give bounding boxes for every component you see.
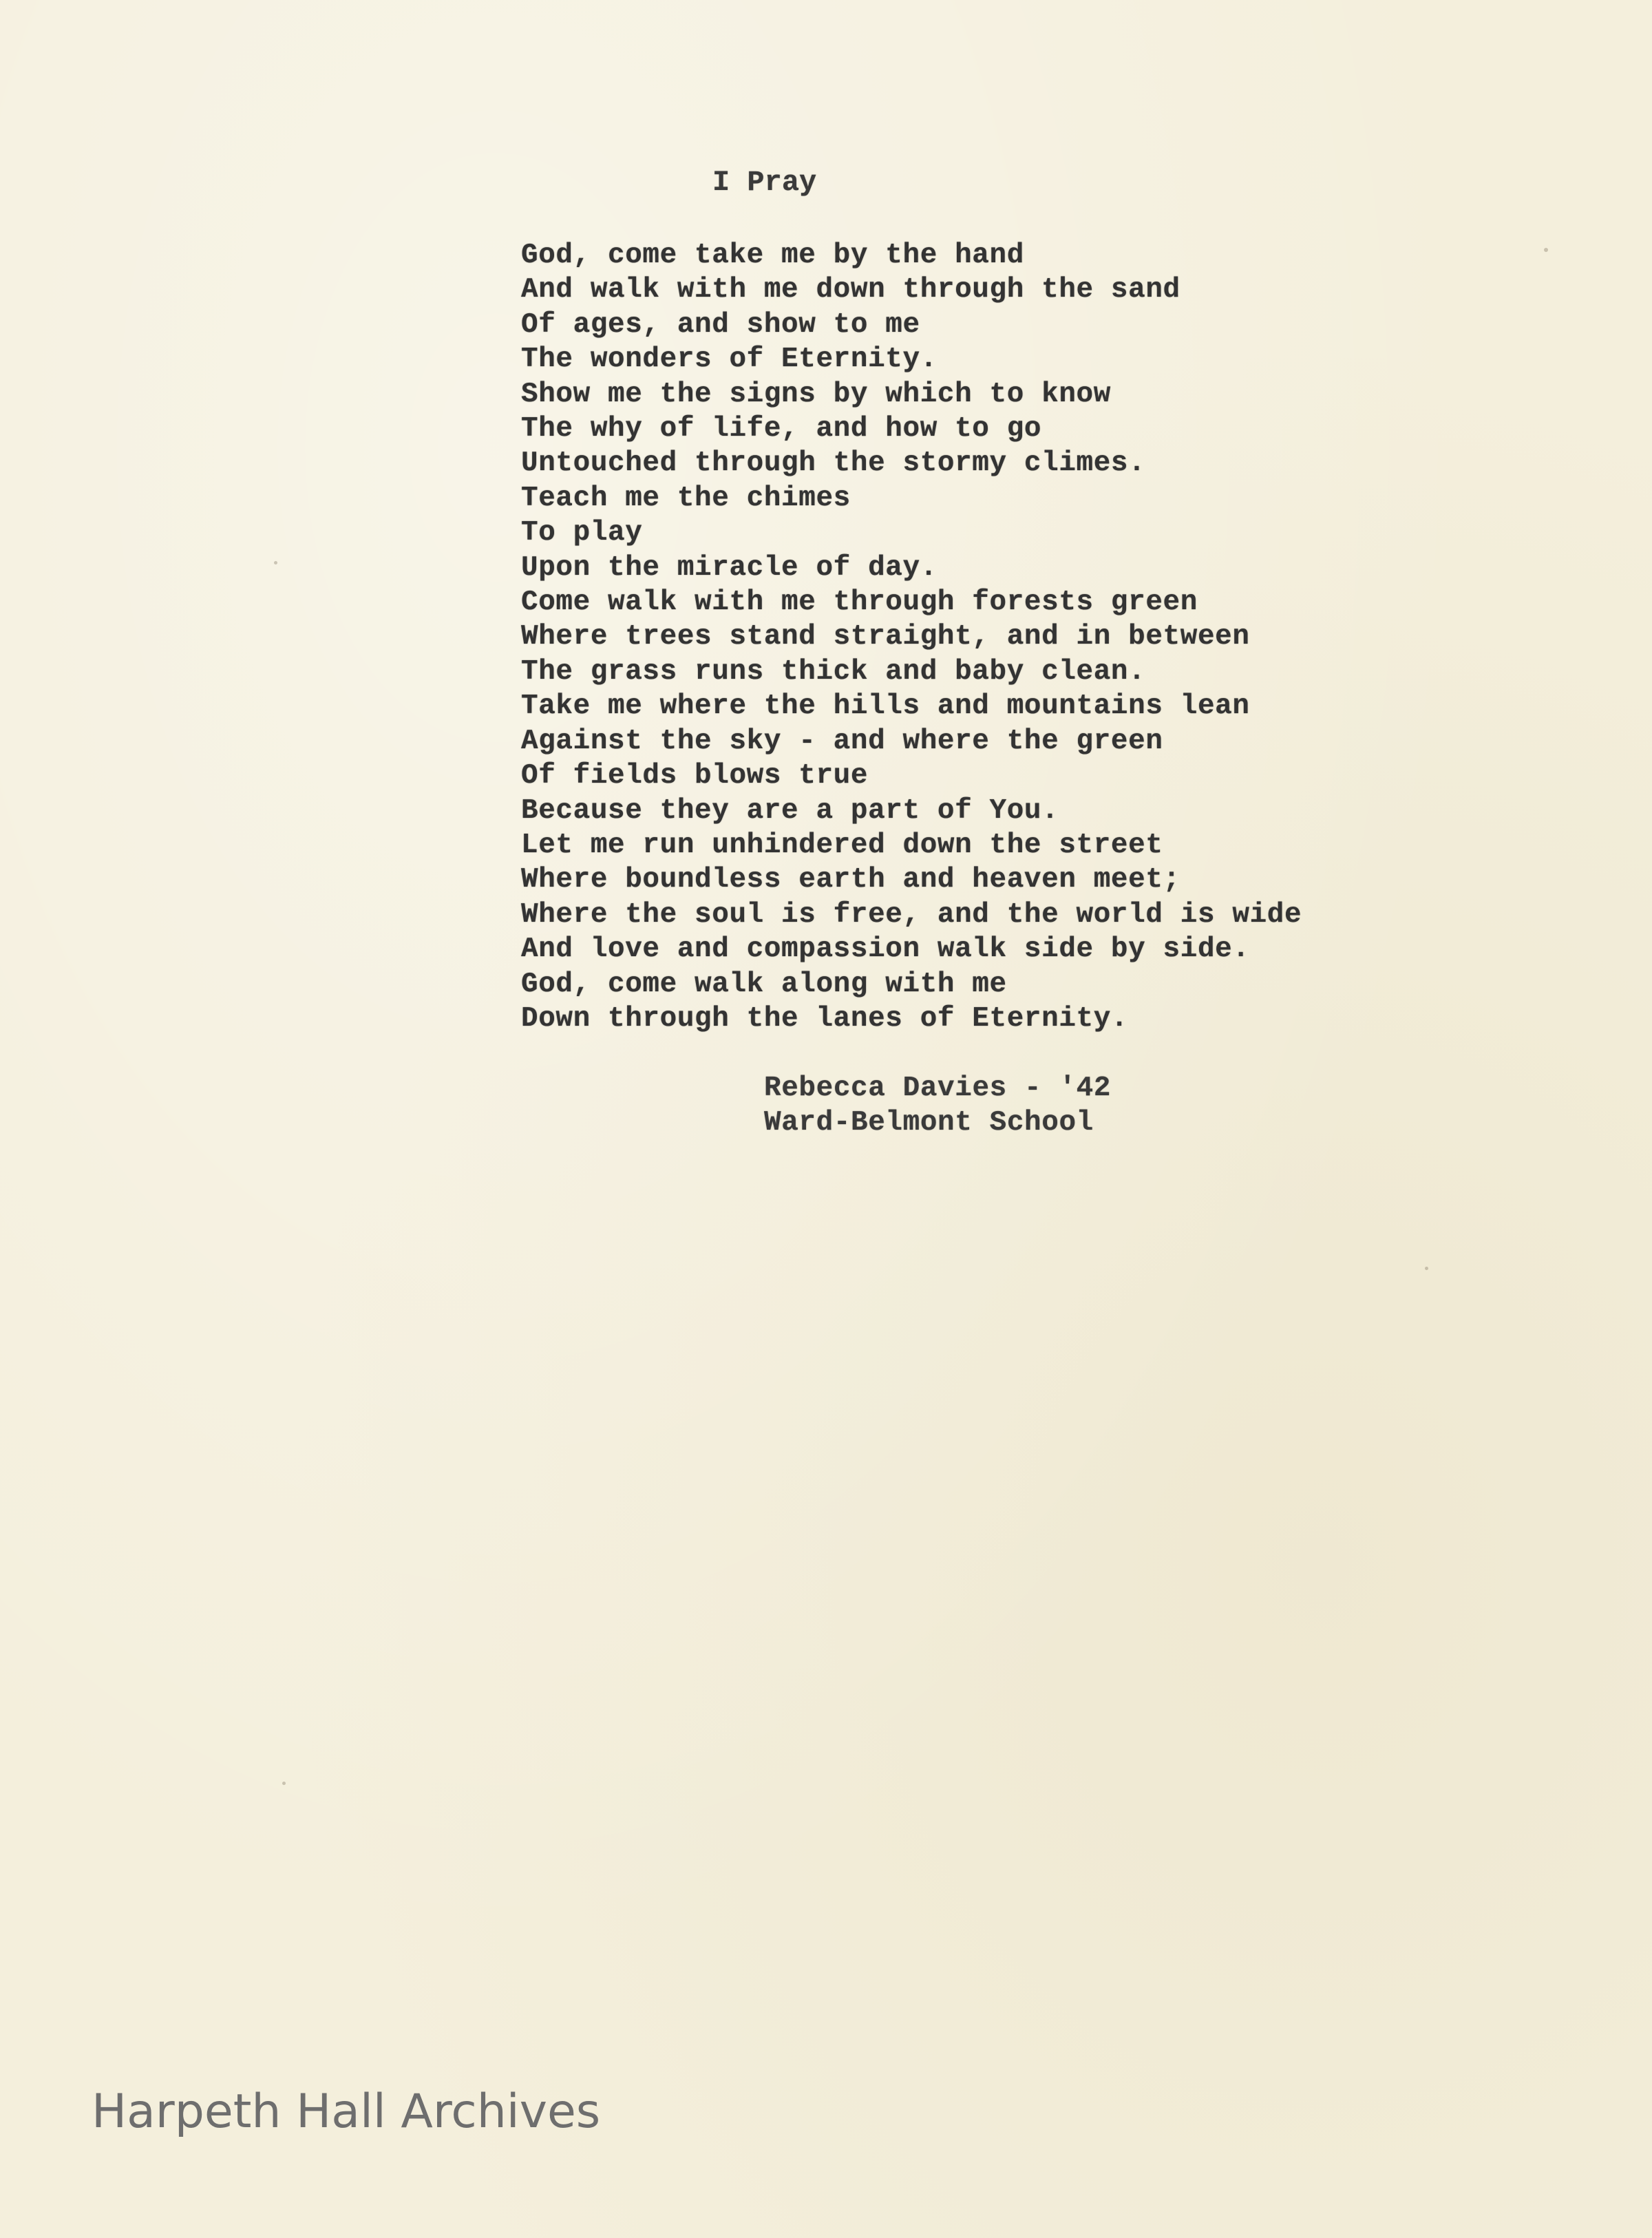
poem-line: Upon the miracle of day. (521, 551, 938, 584)
poem-line: Come walk with me through forests green (521, 587, 1198, 619)
school-name: Ward-Belmont School (764, 1107, 1094, 1139)
poem-line: Of fields blows true (521, 760, 869, 792)
signature-block (764, 1071, 1111, 1141)
poem-line: Where boundless earth and heaven meet; (521, 864, 1180, 896)
poem-title: I Pray (712, 166, 817, 199)
paper-speck (1544, 248, 1548, 252)
poem-line: The why of life, and how to go (521, 413, 1042, 445)
paper-speck (1425, 1267, 1428, 1270)
poem-line: Where the soul is free, and the world is wide (521, 898, 1302, 931)
author-name: Rebecca Davies - '42 (764, 1073, 1112, 1104)
poem-line: Because they are a part of You. (521, 794, 1059, 827)
poem-body (521, 238, 1302, 1036)
poem-line: Show me the signs by which to know (521, 378, 1111, 410)
paper-speck (282, 1782, 286, 1785)
poem-line: Untouched through the stormy climes. (521, 447, 1146, 480)
poem-line: Down through the lanes of Eternity. (521, 1002, 1129, 1035)
poem-line: Where trees stand straight, and in between (521, 621, 1250, 653)
poem-line: God, come walk along with me (521, 968, 1007, 1000)
poem-line: The grass runs thick and baby clean. (521, 655, 1146, 688)
poem-line: And love and compassion walk side by side. (521, 933, 1250, 966)
poem-line: God, come take me by the hand (521, 240, 1024, 271)
poem-line: To play (521, 517, 643, 549)
poem-line: And walk with me down through the sand (521, 274, 1180, 306)
poem-line: Of ages, and show to me (521, 308, 920, 341)
poem-line: Teach me the chimes (521, 482, 851, 514)
poem-line: Take me where the hills and mountains lean (521, 690, 1250, 723)
poem-line: Against the sky - and where the green (521, 725, 1163, 757)
poem-line: The wonders of Eternity. (521, 344, 938, 376)
archive-watermark: Harpeth Hall Archives (92, 2084, 601, 2139)
paper-speck (274, 561, 277, 564)
poem-line: Let me run unhindered down the street (521, 829, 1163, 861)
